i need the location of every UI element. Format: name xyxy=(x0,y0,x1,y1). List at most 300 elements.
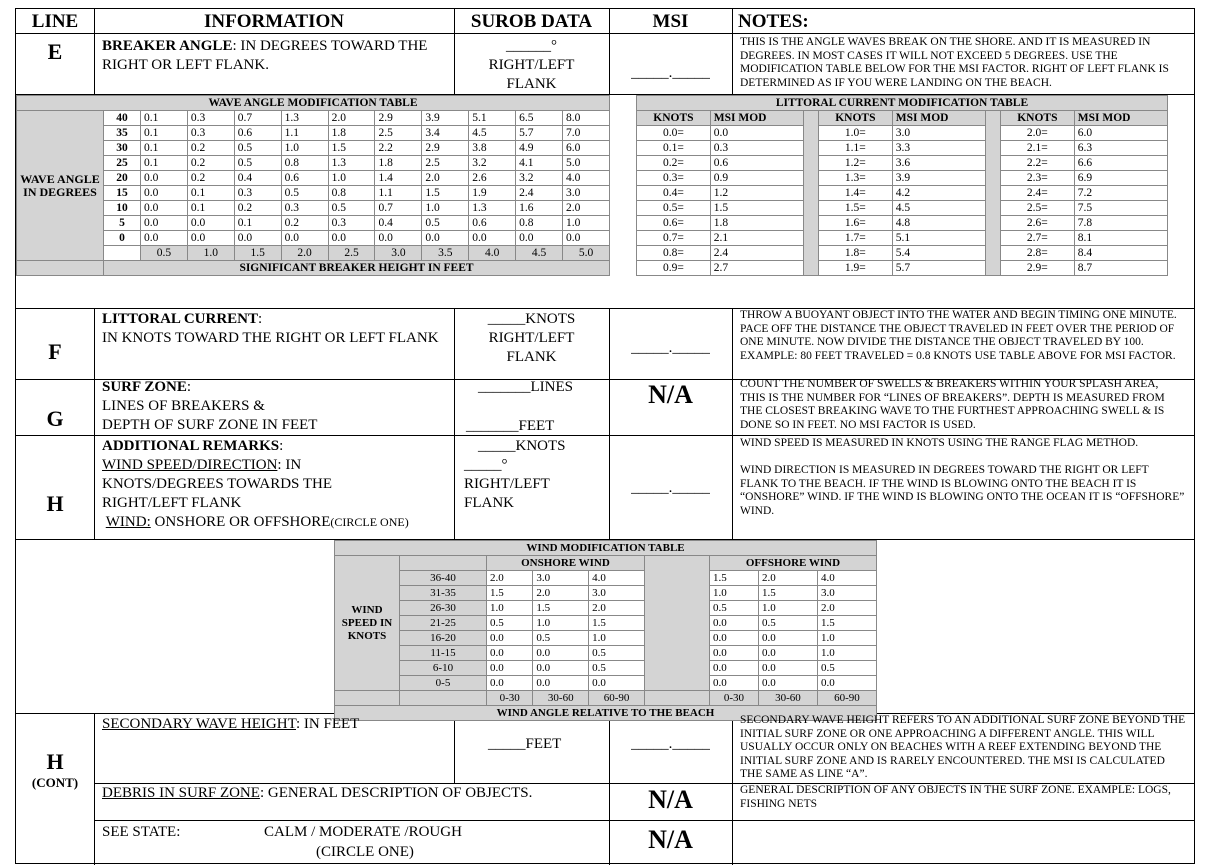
table-row xyxy=(335,616,877,631)
table-cell: 3.0 xyxy=(589,586,645,601)
table-cell: 0.2 xyxy=(187,171,234,186)
debris-title: DEBRIS IN SURF ZONE xyxy=(102,785,260,801)
table-cell: 0.0 xyxy=(487,676,533,691)
table-cell: 0.6 xyxy=(469,216,516,231)
table-cell: 3.8 xyxy=(469,141,516,156)
table-cell: 0.5 xyxy=(589,646,645,661)
table-row xyxy=(17,186,610,201)
table-cell: 0.0 xyxy=(709,646,758,661)
speed-cell: 16-20 xyxy=(400,631,487,646)
table-cell: 5.0 xyxy=(563,156,610,171)
table-row xyxy=(335,586,877,601)
table-cell: 1.5 xyxy=(709,571,758,586)
breaker-angle-msi-field[interactable]: _____._____ xyxy=(631,65,710,81)
table-row xyxy=(637,216,1168,231)
table-row xyxy=(17,201,610,216)
table-cell: 4.9 xyxy=(516,141,563,156)
table-cell: 3.9 xyxy=(422,111,469,126)
wind-angle-cell: 30-60 xyxy=(758,691,817,706)
knots-cell: 0.1= xyxy=(637,141,711,156)
knots-cell: 2.1= xyxy=(1000,141,1074,156)
column-header-msi-mod: MSI MOD xyxy=(892,111,985,126)
table-cell: 0.0 xyxy=(141,171,188,186)
sea-state-circle-hint: (CIRCLE ONE) xyxy=(316,844,414,860)
table-cell: 0.5 xyxy=(422,216,469,231)
wind-speed-direction-title: WIND SPEED/DIRECTION xyxy=(102,457,278,473)
littoral-table-title: LITTORAL CURRENT MODIFICATION TABLE xyxy=(637,96,1168,111)
spacer xyxy=(985,111,1000,276)
msi-mod-cell: 5.7 xyxy=(892,261,985,276)
breaker-angle-label xyxy=(102,37,448,75)
msi-worksheet xyxy=(15,8,1195,864)
header-surob-data: SUROB DATA xyxy=(470,11,593,32)
table-cell: 3.0 xyxy=(533,571,589,586)
secondary-wave-height-label xyxy=(102,715,448,734)
table-row xyxy=(637,246,1168,261)
speed-cell: 0-5 xyxy=(400,676,487,691)
table-cell: 0.0 xyxy=(709,676,758,691)
table-cell: 2.0 xyxy=(817,601,876,616)
wind-speed-side-label: WIND SPEED IN KNOTS xyxy=(335,556,400,691)
table-cell: 1.0 xyxy=(563,216,610,231)
wind-direction-note: WIND DIRECTION IS MEASURED IN DEGREES TOWARD THE RIGHT OR LEFT FLANK TO THE BEACH. IF THE WIND IS BLOWING ONTO THE BEACH IT IS “ONSHORE” WIND. IF THE WIND IS BLOWING ONTO THE OCEAN IT IS “OFFSHORE” WIND. xyxy=(740,464,1185,517)
surob-flank-label: RIGHT/LEFT xyxy=(464,476,550,492)
spacer xyxy=(803,111,818,276)
table-cell: 0.0 xyxy=(469,231,516,246)
table-row xyxy=(335,631,877,646)
wind-options[interactable]: ONSHORE OR OFFSHORE xyxy=(150,514,331,530)
msi-mod-cell: 3.6 xyxy=(892,156,985,171)
angle-cell: 15 xyxy=(104,186,141,201)
wind-speed-note: WIND SPEED IS MEASURED IN KNOTS USING THE RANGE FLAG METHOD. xyxy=(740,437,1139,449)
table-cell: 0.0 xyxy=(709,661,758,676)
table-cell: 2.0 xyxy=(422,171,469,186)
knots-cell: 0.6= xyxy=(637,216,711,231)
table-cell: 0.0 xyxy=(758,661,817,676)
table-cell: 1.3 xyxy=(469,201,516,216)
knots-cell: 2.5= xyxy=(1000,201,1074,216)
knots-cell: 0.5= xyxy=(637,201,711,216)
line-h-label: H xyxy=(46,491,64,516)
table-cell: 0.0 xyxy=(487,661,533,676)
table-cell: 0.3 xyxy=(328,216,375,231)
angle-cell: 40 xyxy=(104,111,141,126)
table-cell: 1.1 xyxy=(281,126,328,141)
table-cell: 1.0 xyxy=(533,616,589,631)
littoral-current-label xyxy=(102,310,448,348)
divider xyxy=(16,33,1194,34)
table-cell: 0.2 xyxy=(187,141,234,156)
table-cell: 0.5 xyxy=(234,141,281,156)
column-header-knots: KNOTS xyxy=(1000,111,1074,126)
wave-angle-table xyxy=(16,95,610,276)
wind-angle-cell: 0-30 xyxy=(487,691,533,706)
table-cell xyxy=(17,261,104,276)
knots-cell: 1.2= xyxy=(818,156,892,171)
table-cell: 0.0 xyxy=(141,231,188,246)
height-cell: 4.0 xyxy=(469,246,516,261)
table-row xyxy=(335,556,877,571)
wind-angle-cell: 60-90 xyxy=(817,691,876,706)
table-cell: 1.0 xyxy=(758,601,817,616)
msi-mod-cell: 7.5 xyxy=(1074,201,1167,216)
table-cell: 4.5 xyxy=(469,126,516,141)
divider xyxy=(732,9,733,94)
table-row xyxy=(637,141,1168,156)
littoral-current-colon: : xyxy=(258,311,263,327)
wind-title: WIND: xyxy=(105,514,151,530)
column-header-msi-mod: MSI MOD xyxy=(710,111,803,126)
table-cell: 0.0 xyxy=(487,646,533,661)
breaker-angle-title: BREAKER ANGLE xyxy=(102,38,233,54)
table-cell: 0.2 xyxy=(281,216,328,231)
table-cell: 5.1 xyxy=(469,111,516,126)
msi-mod-cell: 6.3 xyxy=(1074,141,1167,156)
table-row xyxy=(335,676,877,691)
wind-msi-field[interactable]: _____._____ xyxy=(631,480,710,496)
line-g-label: G xyxy=(46,406,64,431)
table-row xyxy=(17,246,610,261)
table-cell: 0.1 xyxy=(234,216,281,231)
wave-angle-table-title: WAVE ANGLE MODIFICATION TABLE xyxy=(17,96,610,111)
table-cell: 2.4 xyxy=(516,186,563,201)
table-cell: 0.0 xyxy=(709,616,758,631)
table-cell: 4.1 xyxy=(516,156,563,171)
divider xyxy=(454,713,455,783)
surf-zone-desc-depth: DEPTH OF SURF ZONE IN FEET xyxy=(102,417,318,433)
table-cell: 2.6 xyxy=(469,171,516,186)
angle-cell: 5 xyxy=(104,216,141,231)
table-row xyxy=(17,261,610,276)
table-cell xyxy=(400,691,487,706)
msi-mod-cell: 5.1 xyxy=(892,231,985,246)
column-header-knots: KNOTS xyxy=(637,111,711,126)
table-cell: 1.5 xyxy=(487,586,533,601)
table-row xyxy=(335,601,877,616)
height-cell: 4.5 xyxy=(516,246,563,261)
msi-mod-cell: 2.7 xyxy=(710,261,803,276)
divider xyxy=(94,820,1194,821)
knots-cell: 0.9= xyxy=(637,261,711,276)
msi-mod-cell: 4.5 xyxy=(892,201,985,216)
table-cell: 1.1 xyxy=(375,186,422,201)
littoral-current-msi-field[interactable]: _____._____ xyxy=(631,340,710,356)
wave-angle-side-label: WAVE ANGLE IN DEGREES xyxy=(17,111,104,261)
table-cell: 2.0 xyxy=(589,601,645,616)
table-row xyxy=(335,691,877,706)
angle-cell: 10 xyxy=(104,201,141,216)
angle-cell: 25 xyxy=(104,156,141,171)
divider xyxy=(94,308,95,539)
angle-cell: 0 xyxy=(104,231,141,246)
table-cell: 3.0 xyxy=(563,186,610,201)
table-cell: 4.0 xyxy=(563,171,610,186)
msi-mod-cell: 3.9 xyxy=(892,171,985,186)
knots-cell: 2.6= xyxy=(1000,216,1074,231)
additional-remarks-title: ADDITIONAL REMARKS xyxy=(102,438,280,454)
additional-remarks-colon: : xyxy=(279,438,284,454)
msi-mod-cell: 1.2 xyxy=(710,186,803,201)
wind-angle-cell: 30-60 xyxy=(533,691,589,706)
additional-remarks-surob[interactable] xyxy=(464,437,609,513)
debris-label xyxy=(102,784,602,803)
surob-flank-label: FLANK xyxy=(506,349,557,365)
secondary-wave-height-desc: : IN FEET xyxy=(295,716,360,732)
table-cell: 2.5 xyxy=(375,126,422,141)
knots-cell: 1.3= xyxy=(818,171,892,186)
knots-cell: 0.3= xyxy=(637,171,711,186)
table-cell: 0.4 xyxy=(375,216,422,231)
knots-cell: 1.5= xyxy=(818,201,892,216)
sea-state-options[interactable]: CALM / MODERATE /ROUGH xyxy=(264,824,462,840)
table-cell: 1.0 xyxy=(817,631,876,646)
table-cell: 0.8 xyxy=(281,156,328,171)
debris-note: GENERAL DESCRIPTION OF ANY OBJECTS IN THE SURF ZONE. EXAMPLE: LOGS, FISHING NETS xyxy=(740,784,1171,810)
table-cell: 1.0 xyxy=(328,171,375,186)
table-cell: 3.2 xyxy=(516,171,563,186)
wind-speed-direction-desc: RIGHT/LEFT FLANK xyxy=(102,495,242,511)
msi-mod-cell: 6.6 xyxy=(1074,156,1167,171)
surob-flank-label: RIGHT/LEFT xyxy=(488,57,575,73)
table-cell: 1.5 xyxy=(817,616,876,631)
line-h-cont-label: H xyxy=(46,749,64,774)
table-cell: 7.0 xyxy=(563,126,610,141)
surf-zone-lines-field[interactable]: _______LINES xyxy=(478,379,573,395)
breaker-angle-note: THIS IS THE ANGLE WAVES BREAK ON THE SHORE. AND IT IS MEASURED IN DEGREES. IN MOST CASES IT WILL NOT EXCEED 5 DEGREES. USE THE MODIFICATION TABLE BELOW FOR THE MSI FACTOR. RIGHT OF LEFT FLANK IS DETERMINED AS IF YOU WERE LANDING ON THE BEACH. xyxy=(740,36,1169,89)
knots-cell: 2.7= xyxy=(1000,231,1074,246)
table-cell: 0.3 xyxy=(187,111,234,126)
table-row xyxy=(637,171,1168,186)
table-cell: 0.0 xyxy=(141,216,188,231)
littoral-current-title: LITTORAL CURRENT xyxy=(102,311,259,327)
table-row xyxy=(637,111,1168,126)
surob-knots-blank: _____KNOTS xyxy=(487,311,576,327)
height-cell: 3.5 xyxy=(422,246,469,261)
table-cell: 1.4 xyxy=(375,171,422,186)
line-h-cont-sub: (CONT) xyxy=(31,775,79,790)
table-cell: 0.5 xyxy=(328,201,375,216)
msi-mod-cell: 8.1 xyxy=(1074,231,1167,246)
header-information: INFORMATION xyxy=(203,11,345,32)
table-cell: 0.1 xyxy=(141,156,188,171)
speed-cell: 31-35 xyxy=(400,586,487,601)
table-cell xyxy=(644,691,709,706)
table-row xyxy=(637,156,1168,171)
table-cell: 0.5 xyxy=(281,186,328,201)
table-cell: 6.5 xyxy=(516,111,563,126)
column-header-knots: KNOTS xyxy=(818,111,892,126)
table-cell: 0.5 xyxy=(487,616,533,631)
table-cell: 0.0 xyxy=(758,631,817,646)
angle-cell: 30 xyxy=(104,141,141,156)
table-cell: 0.5 xyxy=(234,156,281,171)
divider xyxy=(732,308,733,539)
height-cell: 5.0 xyxy=(563,246,610,261)
table-cell: 3.4 xyxy=(422,126,469,141)
table-cell: 0.7 xyxy=(375,201,422,216)
table-cell: 2.0 xyxy=(563,201,610,216)
height-cell: 2.0 xyxy=(281,246,328,261)
breaker-angle-desc: : IN DEGREES TOWARD THE RIGHT OR LEFT FLANK. xyxy=(102,38,428,73)
msi-mod-cell: 8.7 xyxy=(1074,261,1167,276)
speed-cell: 21-25 xyxy=(400,616,487,631)
littoral-current-table xyxy=(636,95,1168,276)
height-cell: 3.0 xyxy=(375,246,422,261)
msi-mod-cell: 3.0 xyxy=(892,126,985,141)
table-cell xyxy=(104,246,141,261)
secondary-wave-height-field[interactable]: _____FEET xyxy=(488,736,562,752)
msi-mod-cell: 0.9 xyxy=(710,171,803,186)
knots-cell: 0.8= xyxy=(637,246,711,261)
sea-state-label: SEE STATE: xyxy=(102,824,181,840)
table-cell: 2.0 xyxy=(533,586,589,601)
table-cell: 0.2 xyxy=(234,201,281,216)
knots-cell: 2.3= xyxy=(1000,171,1074,186)
table-cell: 2.0 xyxy=(328,111,375,126)
table-cell: 2.5 xyxy=(422,156,469,171)
surob-flank-label: RIGHT/LEFT xyxy=(488,330,575,346)
circle-one-hint: (CIRCLE ONE) xyxy=(330,515,409,529)
wind-speed-direction-desc: : IN xyxy=(277,457,302,473)
surf-zone-feet-field[interactable]: _______FEET xyxy=(466,418,555,434)
table-cell: 1.8 xyxy=(375,156,422,171)
debris-desc: : GENERAL DESCRIPTION OF OBJECTS. xyxy=(259,785,533,801)
offshore-wind-header: OFFSHORE WIND xyxy=(709,556,876,571)
table-cell: 1.3 xyxy=(328,156,375,171)
table-cell: 0.0 xyxy=(187,216,234,231)
table-row xyxy=(637,201,1168,216)
table-cell: 0.5 xyxy=(817,661,876,676)
msi-mod-cell: 7.2 xyxy=(1074,186,1167,201)
knots-cell: 2.0= xyxy=(1000,126,1074,141)
knots-cell: 1.7= xyxy=(818,231,892,246)
table-cell: 0.0 xyxy=(758,676,817,691)
littoral-current-desc: IN KNOTS TOWARD THE RIGHT OR LEFT FLANK xyxy=(102,330,439,346)
wind-angle-cell: 0-30 xyxy=(709,691,758,706)
knots-cell: 0.4= xyxy=(637,186,711,201)
sea-state-msi-na: N/A xyxy=(648,825,693,854)
msi-mod-cell: 2.1 xyxy=(710,231,803,246)
msi-mod-cell: 0.3 xyxy=(710,141,803,156)
table-cell: 2.9 xyxy=(422,141,469,156)
table-cell: 1.3 xyxy=(281,111,328,126)
littoral-current-surob[interactable] xyxy=(454,310,609,367)
msi-mod-cell: 1.8 xyxy=(710,216,803,231)
table-cell: 2.2 xyxy=(375,141,422,156)
knots-cell: 1.0= xyxy=(818,126,892,141)
table-cell: 1.0 xyxy=(487,601,533,616)
table-cell: 0.1 xyxy=(141,126,188,141)
msi-mod-cell: 2.4 xyxy=(710,246,803,261)
table-cell: 0.8 xyxy=(328,186,375,201)
table-row xyxy=(17,231,610,246)
table-cell: 0.0 xyxy=(328,231,375,246)
table-cell: 0.0 xyxy=(375,231,422,246)
table-cell: 0.0 xyxy=(141,201,188,216)
table-row xyxy=(17,171,610,186)
table-cell: 0.3 xyxy=(281,201,328,216)
knots-cell: 2.4= xyxy=(1000,186,1074,201)
divider xyxy=(732,713,733,865)
surob-degree-blank: ______° xyxy=(506,38,557,54)
table-cell: 0.8 xyxy=(516,216,563,231)
height-cell: 1.5 xyxy=(234,246,281,261)
table-cell: 4.0 xyxy=(589,571,645,586)
table-cell: 1.0 xyxy=(422,201,469,216)
table-cell: 0.5 xyxy=(709,601,758,616)
knots-cell: 1.9= xyxy=(818,261,892,276)
msi-mod-cell: 6.0 xyxy=(1074,126,1167,141)
table-row xyxy=(335,646,877,661)
table-cell: 1.0 xyxy=(281,141,328,156)
spacer xyxy=(644,556,709,691)
msi-mod-cell: 4.2 xyxy=(892,186,985,201)
table-cell: 1.0 xyxy=(709,586,758,601)
table-row xyxy=(335,661,877,676)
wind-table-title: WIND MODIFICATION TABLE xyxy=(335,541,877,556)
angle-cell: 20 xyxy=(104,171,141,186)
angle-cell: 35 xyxy=(104,126,141,141)
secondary-wave-msi-field[interactable]: _____._____ xyxy=(631,736,710,752)
table-row xyxy=(637,231,1168,246)
knots-cell: 1.6= xyxy=(818,216,892,231)
table-cell: 1.5 xyxy=(422,186,469,201)
knots-cell: 2.9= xyxy=(1000,261,1074,276)
line-e-label: E xyxy=(47,39,63,64)
header-line: LINE xyxy=(31,11,79,32)
msi-mod-cell: 8.4 xyxy=(1074,246,1167,261)
table-cell: 0.6 xyxy=(234,126,281,141)
table-cell: 1.0 xyxy=(589,631,645,646)
knots-cell: 2.2= xyxy=(1000,156,1074,171)
surob-flank-label: FLANK xyxy=(464,495,515,511)
msi-mod-cell: 0.6 xyxy=(710,156,803,171)
msi-mod-cell: 4.8 xyxy=(892,216,985,231)
table-cell: 0.0 xyxy=(516,231,563,246)
breaker-angle-surob[interactable] xyxy=(454,37,609,94)
wind-modification-table xyxy=(334,540,877,721)
table-cell: 0.7 xyxy=(234,111,281,126)
table-cell: 0.5 xyxy=(589,661,645,676)
table-cell: 0.0 xyxy=(422,231,469,246)
header-msi: MSI xyxy=(652,11,689,32)
table-cell: 0.6 xyxy=(281,171,328,186)
table-cell: 0.3 xyxy=(234,186,281,201)
surf-zone-title: SURF ZONE xyxy=(102,379,187,395)
line-f-label: F xyxy=(48,339,62,364)
wave-angle-table-footer: SIGNIFICANT BREAKER HEIGHT IN FEET xyxy=(104,261,610,276)
table-cell: 0.0 xyxy=(187,231,234,246)
table-cell: 3.2 xyxy=(469,156,516,171)
table-cell: 0.0 xyxy=(533,661,589,676)
surf-zone-msi-na: N/A xyxy=(648,380,693,409)
table-cell: 1.8 xyxy=(328,126,375,141)
surf-zone-desc-lines: LINES OF BREAKERS & xyxy=(102,398,265,414)
msi-mod-cell: 7.8 xyxy=(1074,216,1167,231)
height-cell: 0.5 xyxy=(141,246,188,261)
table-cell: 0.1 xyxy=(187,186,234,201)
table-cell: 2.0 xyxy=(487,571,533,586)
table-cell: 1.5 xyxy=(758,586,817,601)
table-cell: 5.7 xyxy=(516,126,563,141)
surob-degree-blank: _____° xyxy=(464,457,508,473)
table-cell xyxy=(335,691,400,706)
wind-speed-direction-desc: KNOTS/DEGREES TOWARDS THE xyxy=(102,476,333,492)
table-cell: 0.0 xyxy=(589,676,645,691)
msi-mod-cell: 3.3 xyxy=(892,141,985,156)
table-row xyxy=(17,111,610,126)
height-cell: 1.0 xyxy=(187,246,234,261)
